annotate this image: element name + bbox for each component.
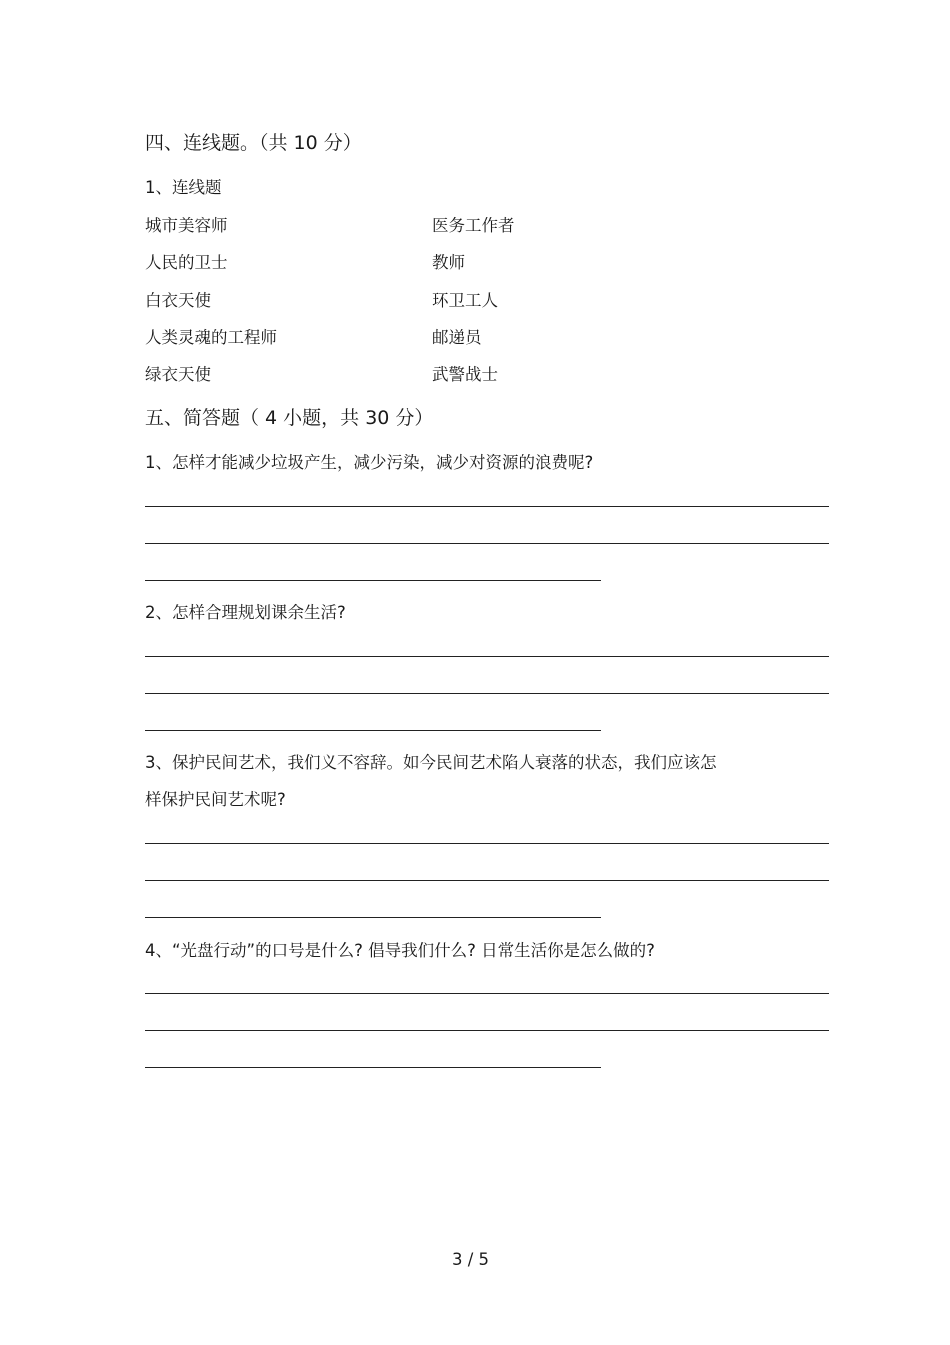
answer-line[interactable] — [145, 580, 601, 581]
section-5-heading: 五、简答题（ 4 小题，共 30 分） — [145, 407, 434, 429]
section-4-heading: 四、连线题。（共 10 分） — [145, 132, 362, 154]
right-item-5: 武警战士 — [432, 365, 498, 384]
left-item-2: 人民的卫士 — [145, 253, 228, 272]
answer-line[interactable] — [145, 656, 829, 657]
question-3-line-2: 样保护民间艺术呢? — [145, 790, 286, 809]
answer-line[interactable] — [145, 1067, 601, 1068]
left-item-5: 绿衣天使 — [145, 365, 211, 384]
answer-line[interactable] — [145, 880, 829, 881]
left-item-4: 人类灵魂的工程师 — [145, 328, 277, 347]
left-item-1: 城市美容师 — [145, 216, 228, 235]
answer-line[interactable] — [145, 1030, 829, 1031]
answer-line[interactable] — [145, 843, 829, 844]
right-item-4: 邮递员 — [432, 328, 482, 347]
answer-line[interactable] — [145, 993, 829, 994]
answer-line[interactable] — [145, 730, 601, 731]
question-1-label: 1、连线题 — [145, 178, 222, 197]
question-1: 1、怎样才能减少垃圾产生，减少污染，减少对资源的浪费呢? — [145, 453, 594, 472]
question-3-line-1: 3、保护民间艺术，我们义不容辞。如今民间艺术陷人衰落的状态，我们应该怎 — [145, 753, 717, 772]
page-number: 3 / 5 — [452, 1250, 490, 1269]
answer-line[interactable] — [145, 917, 601, 918]
right-item-1: 医务工作者 — [432, 216, 515, 235]
right-item-2: 教师 — [432, 253, 465, 272]
question-2: 2、怎样合理规划课余生活? — [145, 603, 346, 622]
right-item-3: 环卫工人 — [432, 291, 498, 310]
answer-line[interactable] — [145, 543, 829, 544]
answer-line[interactable] — [145, 506, 829, 507]
answer-line[interactable] — [145, 693, 829, 694]
left-item-3: 白衣天使 — [145, 291, 211, 310]
question-4: 4、“光盘行动”的口号是什么? 倡导我们什么? 日常生活你是怎么做的? — [145, 941, 655, 960]
